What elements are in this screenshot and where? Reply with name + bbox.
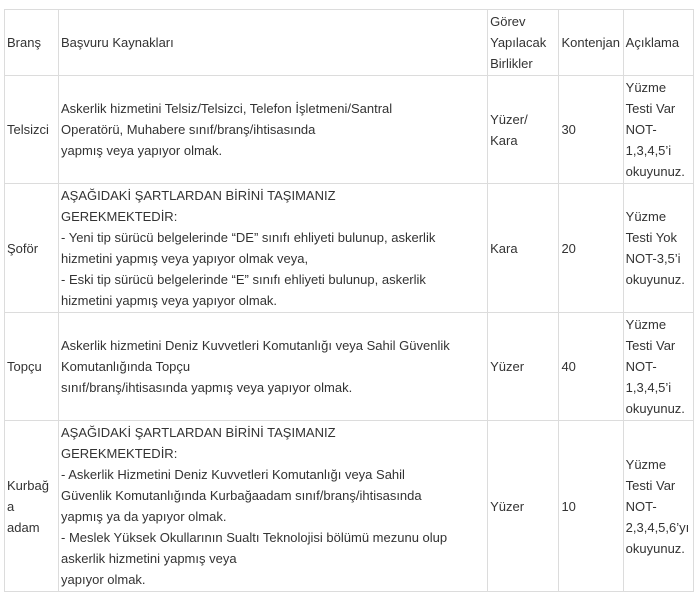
- header-gorev-line: Görev: [490, 14, 526, 29]
- basvuru-line: yapmış veya yapıyor olmak.: [61, 143, 223, 158]
- cell-gorev: [488, 184, 559, 313]
- basvuru-line: AŞAĞIDAKİ ŞARTLARDAN BİRİNİ TAŞIMANIZ: [61, 188, 336, 203]
- gorev-line: Kara: [490, 240, 518, 256]
- basvuru-line: AŞAĞIDAKİ ŞARTLARDAN BİRİNİ TAŞIMANIZ: [61, 425, 336, 440]
- header-basvuru: Başvuru Kaynakları: [59, 10, 488, 76]
- cell-basvuru: [59, 76, 488, 184]
- table-row: [5, 421, 694, 592]
- brans-line: Kurbağa: [7, 477, 49, 514]
- aciklama-line: Testi Var: [625, 338, 676, 353]
- header-kontenjan: Kontenjan: [559, 10, 623, 76]
- cell-kontenjan: 20: [559, 184, 623, 313]
- header-gorev: [488, 10, 559, 76]
- cell-brans: Telsizci: [5, 76, 59, 184]
- cell-gorev: [488, 421, 559, 592]
- basvuru-line: yapıyor olmak.: [61, 572, 146, 587]
- basvuru-line: - Meslek Yüksek Okullarının Sualtı Teknolojisi bölümü mezunu olup: [61, 530, 448, 545]
- cell-basvuru: [59, 184, 488, 313]
- aciklama-line: Yüzme: [625, 209, 667, 224]
- aciklama-line: 1,3,4,5’i: [625, 380, 672, 395]
- basvuru-line: GEREKMEKTEDİR:: [61, 446, 178, 461]
- brans-line: adam: [7, 519, 40, 535]
- header-gorev-line: Yapılacak: [490, 35, 547, 50]
- cell-brans: Şoför: [5, 184, 59, 313]
- cell-aciklama: [623, 313, 693, 421]
- aciklama-line: NOT-3,5’i: [625, 251, 681, 266]
- aciklama-line: okuyunuz.: [625, 540, 685, 556]
- basvuru-line: Operatörü, Muhabere sınıf/branş/ihtisasında: [61, 122, 316, 137]
- basvuru-line: askerlik hizmetini yapmış veya: [61, 551, 237, 566]
- basvuru-line: - Eski tip sürücü belgelerinde “E” sınıfı ehliyeti bulunup, askerlik: [61, 272, 426, 287]
- table-row: [5, 313, 694, 421]
- aciklama-line: okuyunuz.: [625, 401, 685, 416]
- gorev-line: Yüzer: [490, 359, 525, 374]
- basvuru-line: Askerlik hizmetini Telsiz/Telsizci, Telefon İşletmeni/Santral: [61, 101, 393, 116]
- aciklama-line: NOT-: [625, 498, 657, 514]
- basvuru-line: yapmış ya da yapıyor olmak.: [61, 509, 227, 524]
- cell-gorev: [488, 76, 559, 184]
- basvuru-line: GEREKMEKTEDİR:: [61, 209, 178, 224]
- aciklama-line: Testi Var: [625, 101, 676, 116]
- gorev-line: Yüzer: [490, 498, 525, 514]
- aciklama-line: okuyunuz.: [625, 272, 685, 287]
- table-row: [5, 76, 694, 184]
- basvuru-line: Güvenlik Komutanlığında Kurbağaadam sınıf/branş/ihtisasında: [61, 488, 422, 503]
- basvuru-line: sınıf/branş/ihtisasında yapmış veya yapıyor olmak.: [61, 380, 353, 395]
- table-row: [5, 184, 694, 313]
- header-brans: Branş: [5, 10, 59, 76]
- cell-brans: Topçu: [5, 313, 59, 421]
- basvuru-line: hizmetini yapmış veya yapıyor olmak veya,: [61, 251, 309, 266]
- aciklama-line: okuyunuz.: [625, 164, 685, 179]
- cell-basvuru: [59, 421, 488, 592]
- gorev-line: Kara: [490, 132, 518, 148]
- basvuru-line: - Askerlik Hizmetini Deniz Kuvvetleri Komutanlığı veya Sahil: [61, 467, 405, 482]
- basvuru-line: Komutanlığında Topçu: [61, 359, 191, 374]
- aciklama-line: NOT-: [625, 359, 657, 374]
- aciklama-line: Testi Var: [625, 477, 676, 493]
- requirements-table: [4, 9, 694, 592]
- cell-brans: [5, 421, 59, 592]
- header-gorev-line: Birlikler: [490, 56, 533, 71]
- cell-basvuru: [59, 313, 488, 421]
- cell-gorev: [488, 313, 559, 421]
- cell-kontenjan: 30: [559, 76, 623, 184]
- basvuru-line: hizmetini yapmış veya yapıyor olmak.: [61, 293, 278, 308]
- cell-aciklama: [623, 184, 693, 313]
- aciklama-line: Yüzme: [625, 456, 667, 472]
- aciklama-line: Yüzme: [625, 80, 667, 95]
- aciklama-line: Yüzme: [625, 317, 667, 332]
- gorev-line: Yüzer/: [490, 111, 528, 127]
- basvuru-line: - Yeni tip sürücü belgelerinde “DE” sınıfı ehliyeti bulunup, askerlik: [61, 230, 436, 245]
- header-aciklama: Açıklama: [623, 10, 693, 76]
- aciklama-line: NOT-: [625, 122, 657, 137]
- aciklama-line: 1,3,4,5’i: [625, 143, 672, 158]
- cell-kontenjan: 40: [559, 313, 623, 421]
- basvuru-line: Askerlik hizmetini Deniz Kuvvetleri Komutanlığı veya Sahil Güvenlik: [61, 338, 450, 353]
- cell-kontenjan: 10: [559, 421, 623, 592]
- cell-aciklama: [623, 421, 693, 592]
- aciklama-line: 2,3,4,5,6’yı: [625, 519, 690, 535]
- cell-aciklama: [623, 76, 693, 184]
- aciklama-line: Testi Yok: [625, 230, 677, 245]
- table-header-row: [5, 10, 694, 76]
